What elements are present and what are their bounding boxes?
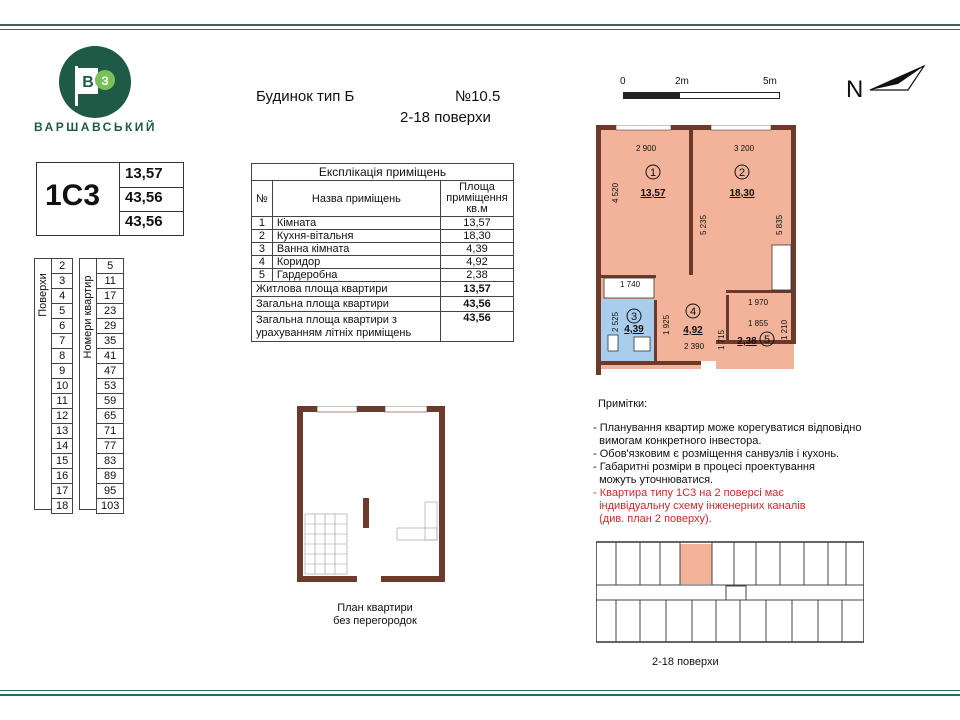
note-line: - Планування квартир може корегуватися відповідно — [593, 422, 862, 434]
room-name: Кімната — [272, 217, 440, 230]
building-number: №10.5 — [455, 88, 501, 105]
open-plan-drawing — [297, 406, 445, 586]
apartment-number: 83 — [97, 454, 124, 469]
room-2-number: 2 — [738, 167, 746, 179]
apartment-number: 23 — [97, 304, 124, 319]
room-no: 5 — [252, 269, 273, 282]
explication-table — [251, 163, 514, 342]
note-line: вимогам конкретного інвестора. — [593, 435, 762, 447]
total-area-label: Загальна площа квартири — [252, 297, 441, 312]
apartments-header: Номери квартир — [82, 275, 94, 359]
scale-bar — [620, 76, 778, 102]
dim-2525: 2 525 — [611, 311, 620, 332]
logo-letter-1: В — [82, 74, 94, 91]
room-row — [252, 243, 514, 256]
explication-title: Експлікація приміщень — [252, 164, 514, 181]
room-name: Коридор — [272, 256, 440, 269]
apartment-number: 11 — [97, 274, 124, 289]
apartment-code-box — [36, 162, 184, 236]
room-4-number: 4 — [689, 306, 697, 318]
living-area-label: Житлова площа квартири — [252, 282, 441, 297]
area-total: 43,56 — [125, 189, 163, 206]
notes-title: Примітки: — [598, 398, 648, 410]
dim-1210: 1 210 — [780, 319, 789, 340]
notes-list — [593, 422, 861, 487]
room-area: 2,38 — [441, 269, 514, 282]
room-no: 1 — [252, 217, 273, 230]
col-name: Назва приміщень — [272, 181, 440, 217]
room-3-area: 4,39 — [624, 324, 644, 335]
room-row — [252, 230, 514, 243]
open-plan-caption-1: План квартири — [337, 602, 413, 614]
apartment-number: 103 — [97, 499, 124, 514]
room-name: Кухня-вітальня — [272, 230, 440, 243]
floor-number: 5 — [52, 304, 73, 319]
floors-range: 2-18 поверхи — [400, 109, 491, 126]
floor-number: 10 — [52, 379, 73, 394]
note-line: (див. план 2 поверху). — [593, 513, 712, 525]
room-row — [252, 217, 514, 230]
floor-number: 17 — [52, 484, 73, 499]
brand-logo — [57, 44, 133, 125]
scale-5m: 5m — [763, 76, 777, 87]
floor-number: 8 — [52, 349, 73, 364]
apartment-number: 53 — [97, 379, 124, 394]
apartment-number: 71 — [97, 424, 124, 439]
note-line: - Габаритні розміри в процесі проектування — [593, 461, 815, 473]
col-area: Площа приміщення кв.м — [441, 181, 514, 217]
apartment-number: 95 — [97, 484, 124, 499]
total-area-value: 43,56 — [441, 297, 514, 312]
dim-1925: 1 925 — [662, 314, 671, 335]
apartment-number: 29 — [97, 319, 124, 334]
note-line: можуть уточнюватися. — [593, 474, 714, 486]
col-no: № — [252, 181, 273, 217]
room-1-area: 13,57 — [640, 188, 666, 199]
top-frame-line — [0, 24, 960, 26]
apartment-number: 59 — [97, 394, 124, 409]
note-line: - Квартира типу 1С3 на 2 поверсі має — [593, 487, 784, 499]
logo-letter-2: З — [101, 74, 109, 88]
living-area-value: 13,57 — [441, 282, 514, 297]
total-summer-label: Загальна площа квартири з урахуванням літніх приміщень — [252, 312, 441, 342]
bottom-frame-line — [0, 694, 960, 696]
dim-5235: 5 235 — [699, 214, 708, 235]
room-area: 4,39 — [441, 243, 514, 256]
floor-number: 11 — [52, 394, 73, 409]
building-type: Будинок тип Б — [256, 88, 355, 105]
apartment-number: 65 — [97, 409, 124, 424]
dim-1740: 1 740 — [620, 280, 641, 289]
note-line: індивідуальну схему інженерних каналів — [593, 500, 806, 512]
room-no: 2 — [252, 230, 273, 243]
north-label: N — [846, 76, 864, 103]
floor-number: 18 — [52, 499, 73, 514]
dim-2390: 2 390 — [684, 342, 705, 351]
scale-2m: 2m — [675, 76, 689, 87]
dim-4520: 4 520 — [611, 182, 620, 203]
north-arrow-icon — [868, 64, 928, 94]
dim-2900: 2 900 — [636, 144, 657, 153]
note-line: - Обов'язковим є розміщення санвузлів і кухонь. — [593, 448, 840, 460]
dim-3200: 3 200 — [734, 144, 755, 153]
apartment-number: 41 — [97, 349, 124, 364]
room-3-number: 3 — [630, 311, 638, 323]
floor-number: 3 — [52, 274, 73, 289]
area-total-summer: 43,56 — [125, 213, 163, 230]
floor-number: 12 — [52, 409, 73, 424]
apartment-number: 5 — [97, 259, 124, 274]
floor-number: 15 — [52, 454, 73, 469]
floor-number: 2 — [52, 259, 73, 274]
dim-1855: 1 855 — [748, 319, 769, 328]
brand-name: ВАРШАВСЬКИЙ — [34, 120, 158, 134]
room-1-number: 1 — [649, 167, 657, 179]
floor-number: 16 — [52, 469, 73, 484]
apartments-header-cell — [79, 258, 97, 510]
top-frame-line-thin — [0, 29, 960, 30]
apartments-column — [96, 258, 124, 514]
apartment-floor-plan — [596, 125, 796, 375]
floor-plan-caption: 2-18 поверхи — [652, 656, 719, 668]
dim-1970: 1 970 — [748, 298, 769, 307]
floor-number: 14 — [52, 439, 73, 454]
notes-red-list — [593, 487, 806, 526]
room-no: 4 — [252, 256, 273, 269]
room-2-area: 18,30 — [729, 188, 755, 199]
room-name: Гардеробна — [272, 269, 440, 282]
floors-header: Поверхи — [37, 273, 49, 317]
total-summer-value: 43,56 — [441, 312, 514, 342]
apartment-number: 35 — [97, 334, 124, 349]
room-row — [252, 269, 514, 282]
area-living: 13,57 — [125, 165, 163, 182]
room-name: Ванна кімната — [272, 243, 440, 256]
floor-number: 6 — [52, 319, 73, 334]
room-5-number: 5 — [763, 334, 771, 346]
dim-5835: 5 835 — [775, 214, 784, 235]
scale-0: 0 — [620, 76, 626, 87]
apartment-number: 17 — [97, 289, 124, 304]
room-4-area: 4,92 — [683, 325, 703, 336]
apartment-number: 77 — [97, 439, 124, 454]
open-plan-caption-2: без перегородок — [333, 615, 417, 627]
room-area: 13,57 — [441, 217, 514, 230]
logo-emblem-icon — [57, 44, 133, 120]
floor-number: 9 — [52, 364, 73, 379]
apartment-code: 1С3 — [45, 179, 101, 212]
room-no: 3 — [252, 243, 273, 256]
room-row — [252, 256, 514, 269]
bottom-frame-line-thin — [0, 690, 960, 691]
floors-column — [51, 258, 73, 514]
dim-1715: 1 715 — [717, 329, 726, 350]
room-area: 18,30 — [441, 230, 514, 243]
floors-header-cell — [34, 258, 52, 510]
floor-plan-thumbnail — [596, 530, 864, 650]
apartment-number: 47 — [97, 364, 124, 379]
floor-number: 7 — [52, 334, 73, 349]
room-area: 4,92 — [441, 256, 514, 269]
floor-number: 4 — [52, 289, 73, 304]
room-5-area: 2,38 — [737, 336, 757, 347]
floor-number: 13 — [52, 424, 73, 439]
apartment-number: 89 — [97, 469, 124, 484]
